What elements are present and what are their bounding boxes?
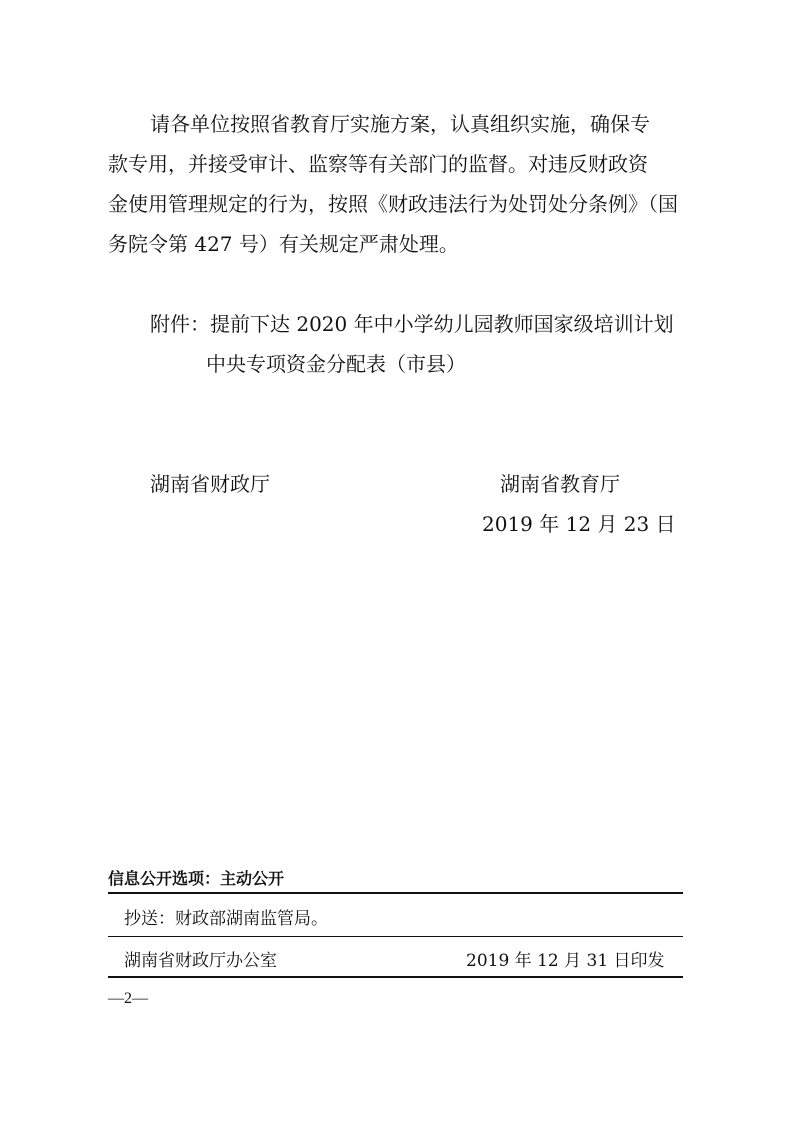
attachment-line-1: 附件：提前下达 2020 年中小学幼儿园教师国家级培训计划 [150,312,674,336]
body-line-2: 款专用，并接受审计、监察等有关部门的监督。对违反财政资 [108,152,648,176]
cc-line: 抄送：财政部湖南监管局。 [124,909,328,929]
body-line-4: 务院令第 427 号）有关规定严肃处理。 [108,232,459,256]
divider-thick-top [108,892,683,894]
page-number: —2— [108,990,148,1007]
body-line-1: 请各单位按照省教育厅实施方案，认真组织实施，确保专 [150,112,650,136]
info-disclosure-label: 信息公开选项：主动公开 [108,869,285,888]
body-line-3: 金使用管理规定的行为，按照《财政违法行为处罚处分条例》（国 [108,192,678,216]
divider-thick-bottom [108,976,683,978]
signatory-finance: 湖南省财政厅 [150,472,270,496]
issue-date: 2019 年 12 月 31 日印发 [466,951,665,971]
signatory-education: 湖南省教育厅 [500,472,620,496]
attachment-line-2: 中央专项资金分配表（市县） [206,352,466,376]
signature-date: 2019 年 12 月 23 日 [482,512,676,536]
divider-thin [108,936,683,937]
issuer-office: 湖南省财政厅办公室 [124,951,277,971]
